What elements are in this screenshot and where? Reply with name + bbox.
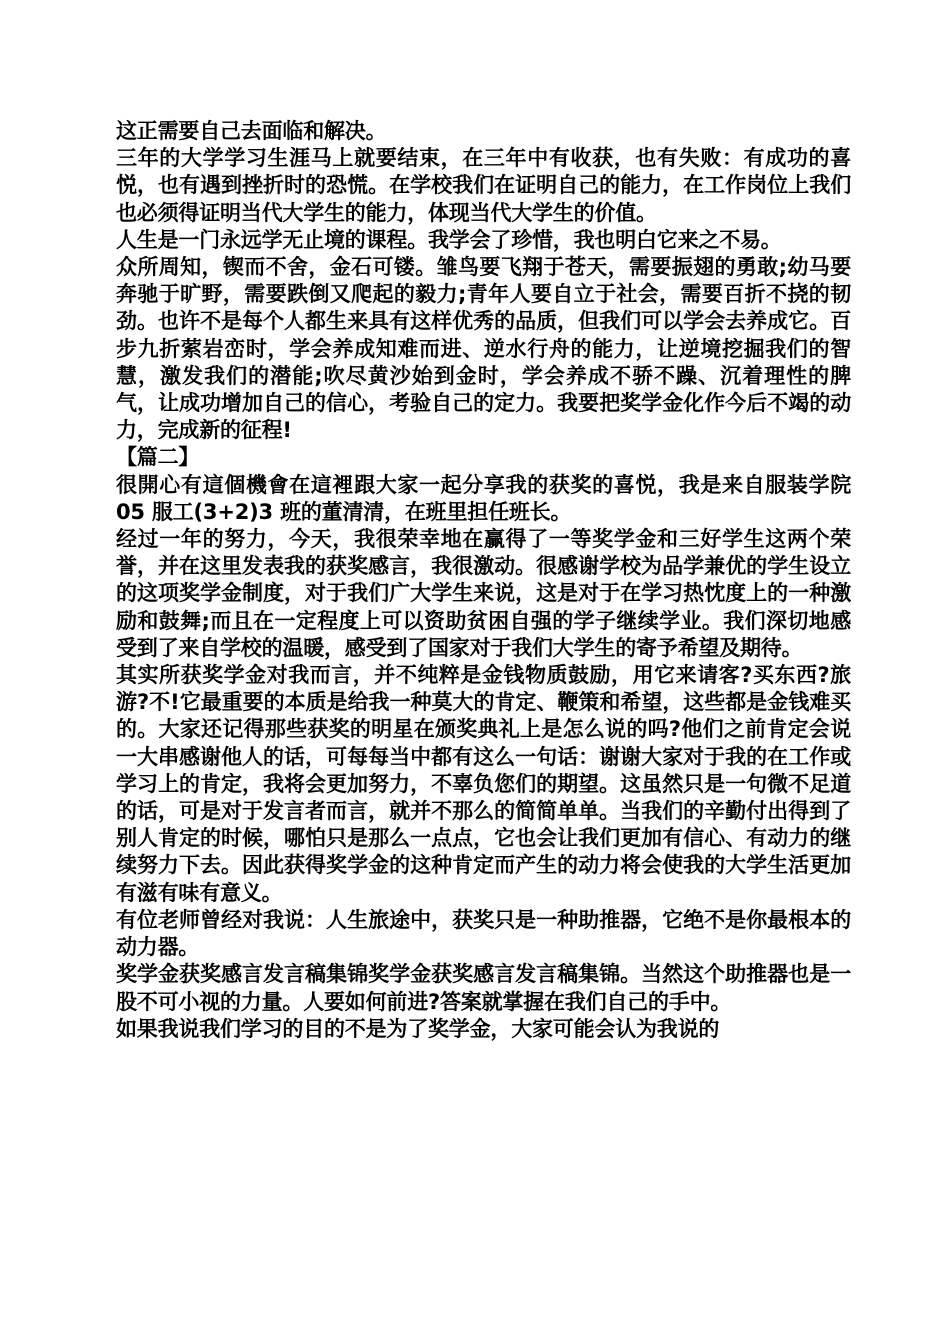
paragraph: 其实所获奖学金对我而言，并不纯粹是金钱物质鼓励，用它来请客?买东西?旅游?不!它最重要的本质是给我一种莫大的肯定、鞭策和希望，这些都是金钱难买的。大家还记得那些获奖的明星在颁奖典礼上是怎么说的吗?他们之前肯定会说一大串感谢他人的话，可每每当中都有这么一句话：谢谢大家对于我的在工作或学习上的肯定，我将会更加努力，不辜负您们的期望。这虽然只是一句微不足道的话，可是对于发言者而言，就并不那么的简简单单。当我们的辛勤付出得到了别人肯定的时候，哪怕只是那么一点点，它也会让我们更加有信心、有动力的继续努力下去。因此获得奖学金的这种肯定而产生的动力将会使我的大学生活更加有滋有味有意义。 [116, 663, 851, 905]
paragraph: 奖学金获奖感言发言稿集锦奖学金获奖感言发言稿集锦。当然这个助推器也是一股不可小视的力量。人要如何前进?答案就掌握在我们自己的手中。 [116, 962, 851, 1014]
paragraph: 三年的大学学习生涯马上就要结束，在三年中有收获，也有失败：有成功的喜悦，也有遇到挫折时的恐慌。在学校我们在证明自己的能力，在工作岗位上我们也必须得证明当代大学生的能力，体现当代大学生的价值。 [116, 146, 851, 225]
paragraph: 经过一年的努力，今天，我很荣幸地在赢得了一等奖学金和三好学生这两个荣誉，并在这里发表我的获奖感言，我很激动。很感谢学校为品学兼优的学生设立的这项奖学金制度，对于我们广大学生来说，这是对于在学习热忱度上的一种激励和鼓舞;而且在一定程度上可以资助贫困自强的学子继续学业。我们深切地感受到了来自学校的温暖，感受到了国家对于我们大学生的寄予希望及期待。 [116, 527, 851, 660]
document-page [116, 118, 851, 1043]
paragraph: 这正需要自己去面临和解决。 [116, 119, 387, 143]
paragraph: 如果我说我们学习的目的不是为了奖学金，大家可能会认为我说的 [116, 1016, 720, 1041]
paragraph: 有位老师曾经对我说：人生旅途中，获奖只是一种助推器，它绝不是你最根本的动力器。 [116, 907, 851, 960]
paragraph: 众所周知，锲而不舍，金石可镂。雏鸟要飞翔于苍天，需要振翅的勇敢;幼马要奔驰于旷野，需要跌倒又爬起的毅力;青年人要自立于社会，需要百折不挠的韧劲。也许不是每个人都生来具有这样优秀的品质，但我们可以学会去养成它。百步九折萦岩峦时，学会养成知难而进、逆水行舟的能力，让逆境挖掘我们的智慧，激发我们的潜能;吹尽黄沙始到金时，学会养成不骄不躁、沉着理性的脾气，让成功增加自己的信心，考验自己的定力。我要把奖学金化作今后不竭的动力，完成新的征程! [116, 255, 851, 443]
paragraph: 很開心有這個機會在這裡跟大家一起分享我的获奖的喜悦，我是来自服装学院 05 服工(3+2)3 班的董清清，在班里担任班长。 [116, 472, 851, 524]
paragraph: 人生是一门永远学无止境的课程。我学会了珍惜，我也明白它来之不易。 [116, 227, 782, 252]
section-heading: 【篇二】 [116, 445, 200, 470]
